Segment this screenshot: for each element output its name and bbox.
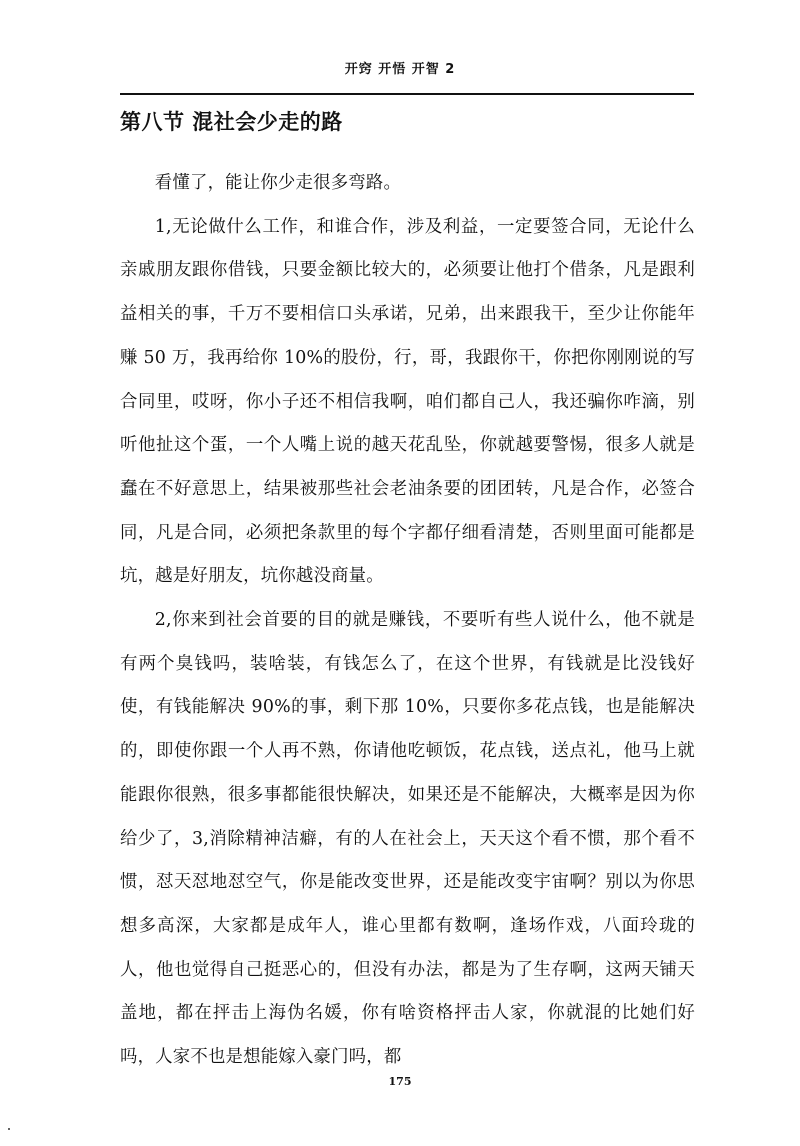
paragraph-intro: 看懂了，能让你少走很多弯路。 <box>154 173 402 193</box>
paragraph-point-2: 2,你来到社会首要的目的就是赚钱，不要听有些人说什么，他不就是有两个臭钱吗，装啥装，有钱怎么了，在这个世界，有钱就是比没钱好使，有钱能解决 90%的事，剩下那 10%，只要你多花点钱，也是能解决的，即使你跟一个人再不熟，你请他吃顿饭，花点钱，送点礼，他马上就能跟你很熟，很多事都能很快解决，如果还是不能解决，大概率是因为你给少了，3,消除精神洁癖，有的人在社会上，天天这个看不惯，那个看不惯，怼天怼地怼空气，你是能改变世界，还是能改变宇宙啊？别以为你思想多高深，大家都是成年人，谁心里都有数啊，逢场作戏，八面玲珑的人，他也觉得自己挺恶心的，但没有办法，都是为了生存啊，这两天铺天盖地，都在抨击上海伪名媛，你有啥资格抨击人家，你就混的比她们好吗，人家不也是想能嫁入豪门吗，都 <box>120 610 695 1068</box>
section-title: 第八节 混社会少走的路 <box>120 110 343 134</box>
page-number: 175 <box>388 1075 412 1088</box>
body-text <box>120 162 695 1080</box>
running-header: 开窍 开悟 开智 2 <box>344 62 456 77</box>
header-rule <box>120 93 694 95</box>
scan-speck <box>8 1128 10 1130</box>
paragraph-point-1: 1,无论做什么工作，和谁合作，涉及利益，一定要签合同，无论什么亲戚朋友跟你借钱，只要金额比较大的，必须要让他打个借条，凡是跟利益相关的事，千万不要相信口头承诺，兄弟，出来跟我干，至少让你能年赚 50 万，我再给你 10%的股份，行，哥，我跟你干，你把你刚刚说的写合同里，哎呀，你小子还不相信我啊，咱们都自己人，我还骗你咋滴，别听他扯这个蛋，一个人嘴上说的越天花乱坠，你就越要警惕，很多人就是蠢在不好意思上，结果被那些社会老油条要的团团转，凡是合作，必签合同，凡是合同，必须把条款里的每个字都仔细看清楚，否则里面可能都是坑，越是好朋友，坑你越没商量。 <box>120 216 695 587</box>
